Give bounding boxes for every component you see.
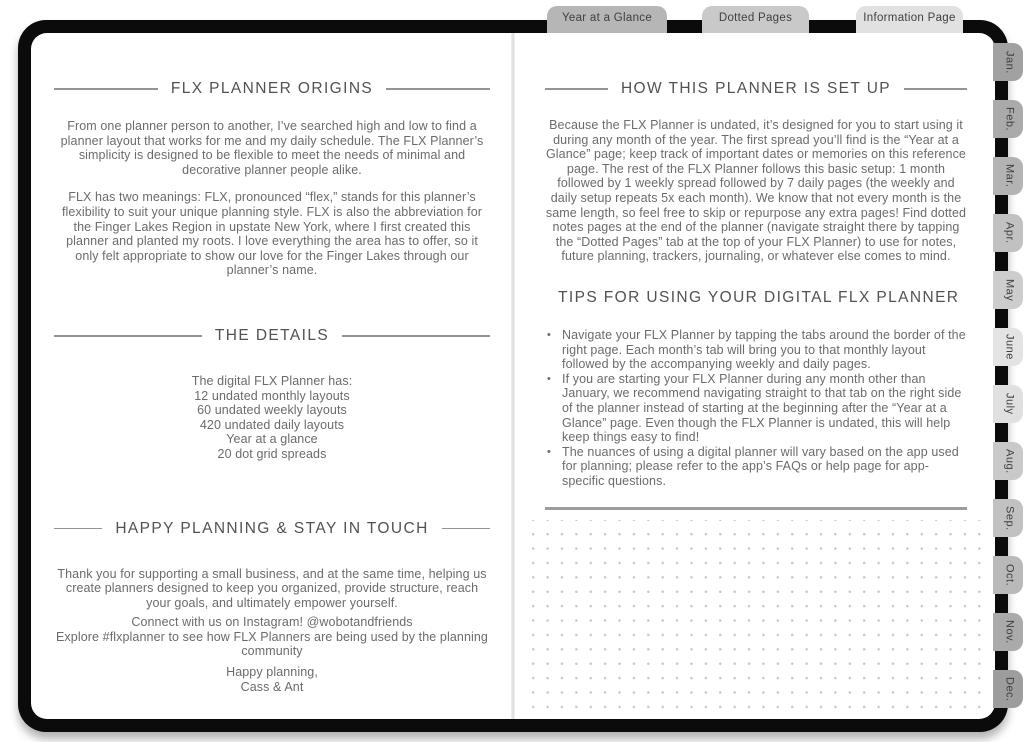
tab-june[interactable] xyxy=(993,328,1023,366)
heading-line xyxy=(54,335,202,337)
setup-paragraph: Because the FLX Planner is undated, it’s designed for you to start using it during any month of the year. The first spread you’ll find is the “Year at a Glance” page; keep track of important dates or memories on this reference page. The rest of the FLX Planner follows this basic setup: 1 month followed by 1 weekly spread followed by 7 daily pages (the weekly and daily setup repeats 5x each month). We know that not every month is the same length, so feel free to skip or repurpose any extra pages! Find dotted notes pages at the end of the planner (navigate straight there by tapping the “Dotted Pages” tab at the top of your FLX Planner) to use for notes, future planning, trackers, journaling, or whatever else comes to mind. xyxy=(545,118,967,264)
connect-line-1: Connect with us on Instagram! @wobotandfriends xyxy=(131,615,413,630)
month-tab-label: July xyxy=(1003,393,1016,415)
month-tab-label: Apr. xyxy=(1003,222,1016,244)
details-title: THE DETAILS xyxy=(214,326,330,344)
setup-heading xyxy=(545,79,967,99)
tab-mar[interactable] xyxy=(993,157,1023,195)
origins-heading xyxy=(54,79,490,99)
signoff-line-1: Happy planning, xyxy=(226,665,318,680)
signoff-line-2: Cass & Ant xyxy=(240,679,304,694)
month-tab-label: Feb. xyxy=(1003,106,1016,131)
month-tab-label: Dec. xyxy=(1003,676,1016,702)
tips-title: TIPS FOR USING YOUR DIGITAL FLX PLANNER xyxy=(558,288,960,306)
tab-oct[interactable] xyxy=(993,556,1023,594)
tab-dotted-pages[interactable] xyxy=(702,6,809,33)
heading-line xyxy=(54,88,158,90)
heading-line xyxy=(342,335,490,337)
details-list xyxy=(54,374,490,462)
heading-line xyxy=(442,528,490,530)
detail-line: 20 dot grid spreads xyxy=(217,446,327,461)
month-tab-label: June xyxy=(1003,334,1016,360)
tab-nov[interactable] xyxy=(993,613,1023,651)
right-page xyxy=(515,33,995,719)
tab-dec[interactable] xyxy=(993,670,1023,708)
month-tab-label: Mar. xyxy=(1003,164,1016,188)
detail-line: The digital FLX Planner has: xyxy=(191,373,353,388)
top-tab-label: Dotted Pages xyxy=(718,11,793,24)
detail-line: 420 undated daily layouts xyxy=(199,417,345,432)
planner-book xyxy=(18,20,1008,732)
outro-heading xyxy=(54,519,490,539)
month-tab-label: Oct. xyxy=(1003,563,1016,587)
top-tab-label: Year at a Glance xyxy=(561,11,653,24)
heading-line xyxy=(54,528,102,530)
month-tab-label: Sep. xyxy=(1003,505,1016,531)
signoff-block xyxy=(54,665,490,694)
tab-apr[interactable] xyxy=(993,214,1023,252)
top-tab-label: Information Page xyxy=(863,11,956,24)
tip-item: • If you are starting your FLX Planner during any month other than January, we recommend navigating straight to that tab on the right side of the planner instead of starting at the beginning after the “Year at a Glance” page. Even though the FLX Planner is undated, this will help keep things easy to find! xyxy=(545,372,967,445)
month-tab-label: Jan. xyxy=(1003,50,1016,74)
tab-sep[interactable] xyxy=(993,499,1023,537)
page-spread xyxy=(31,33,995,719)
origins-paragraph-2: FLX has two meanings: FLX, pronounced “flex,” stands for this planner’s flexibility to suit your unique planning style. FLX is also the abbreviation for the Finger Lakes Region in upstate New York, where I first created this planner and planted my roots. I love everything the area has to offer, so it only felt appropriate to show our love for the Finger Lakes through our planner’s name. xyxy=(61,190,483,278)
notes-separator-line xyxy=(545,507,967,510)
outro-title: HAPPY PLANNING & STAY IN TOUCH xyxy=(115,519,429,537)
left-page xyxy=(31,33,511,719)
tip-item: • The nuances of using a digital planner will vary based on the app used for planning; please refer to the app’s FAQs or help page for app-specific questions. xyxy=(545,445,967,489)
tab-information-page[interactable] xyxy=(856,6,963,33)
month-tab-label: Aug. xyxy=(1003,448,1016,474)
month-tab-label: May xyxy=(1003,278,1016,302)
tips-heading xyxy=(545,288,967,308)
heading-line xyxy=(545,88,608,90)
origins-title: FLX PLANNER ORIGINS xyxy=(170,80,374,97)
connect-block xyxy=(54,615,490,659)
setup-title: HOW THIS PLANNER IS SET UP xyxy=(620,80,892,97)
detail-line: 60 undated weekly layouts xyxy=(197,403,347,418)
detail-line: Year at a glance xyxy=(226,432,318,447)
heading-line xyxy=(386,88,490,90)
tab-may[interactable] xyxy=(993,271,1023,309)
outro-paragraph: Thank you for supporting a small business, and at the same time, helping us create planners designed to keep you organized, provide structure, reach your goals, and ultimately empower yourself. xyxy=(57,566,487,610)
details-heading xyxy=(54,326,490,346)
dot-grid-notes-area xyxy=(522,520,988,713)
tip-item: • Navigate your FLX Planner by tapping the tabs around the border of the right page. Each month’s tab will bring you to that monthly layout followed by the accompanying weekly and daily pages. xyxy=(545,328,967,372)
origins-paragraph-1: From one planner person to another, I’ve searched high and low to find a planner layout that works for me and my daily schedule. The FLX Planner’s simplicity is designed to be flexible to meet the needs of minimal and decorative planner people alike. xyxy=(60,119,484,177)
detail-line: 12 undated monthly layouts xyxy=(194,388,350,403)
month-tab-label: Nov. xyxy=(1003,620,1016,644)
tab-year-at-a-glance[interactable] xyxy=(547,6,667,33)
tab-july[interactable] xyxy=(993,385,1023,423)
tab-aug[interactable] xyxy=(993,442,1023,480)
tab-feb[interactable] xyxy=(993,100,1023,138)
connect-line-2: Explore #flxplanner to see how FLX Planners are being used by the planning community xyxy=(56,629,488,659)
heading-line xyxy=(904,88,967,90)
tab-jan[interactable] xyxy=(993,43,1023,81)
tips-list xyxy=(545,328,967,489)
